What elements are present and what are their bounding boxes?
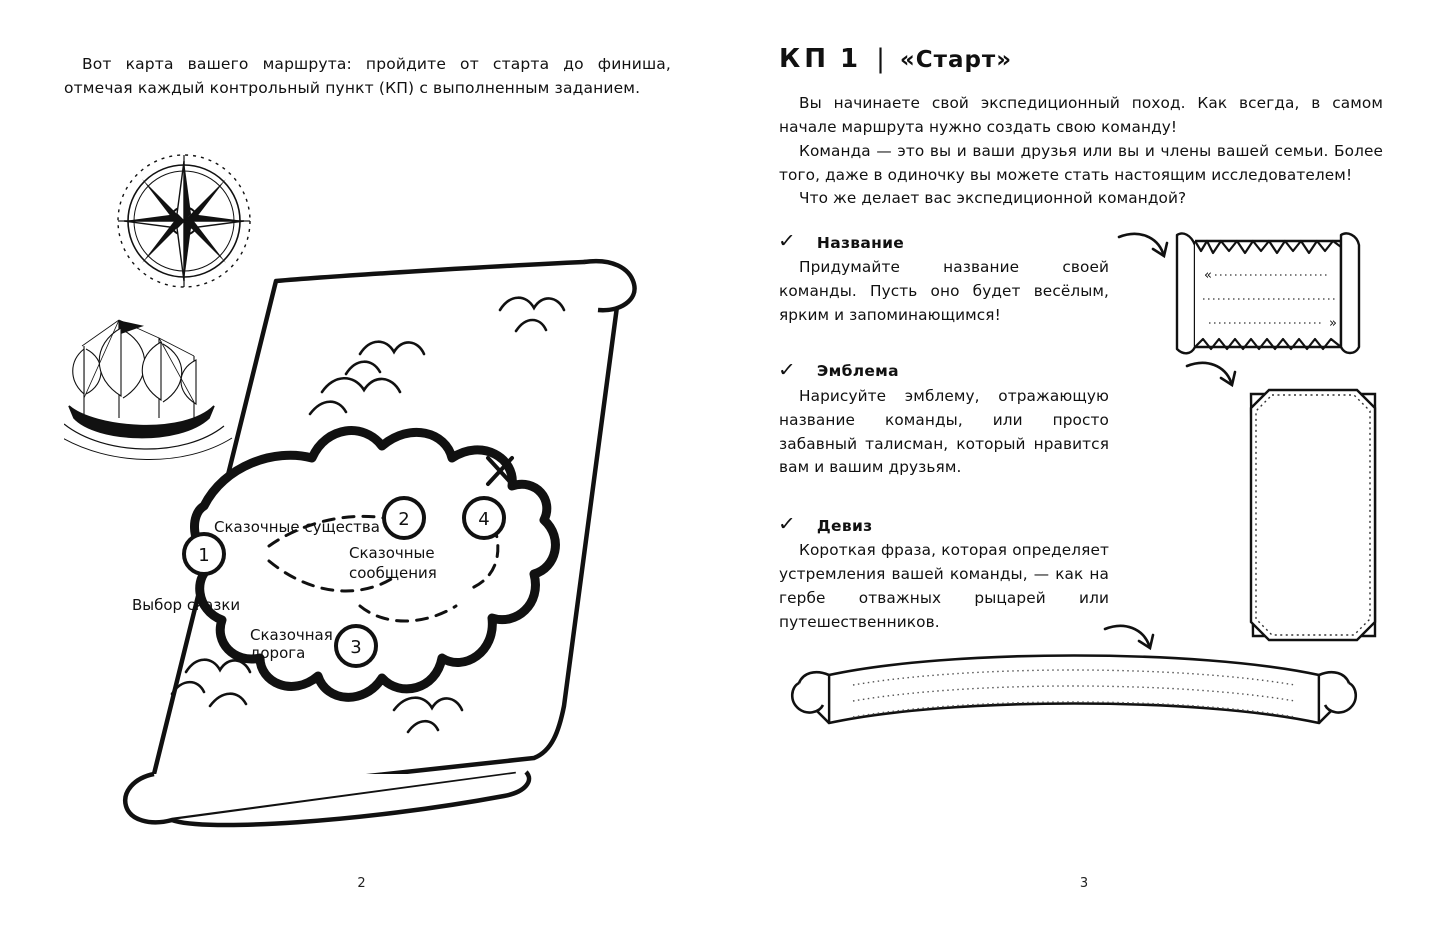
title-separator: |	[876, 44, 886, 74]
section-emblem	[777, 358, 1383, 480]
ribbon-banner-shape	[792, 655, 1356, 723]
map-label-messages-line2: сообщения	[349, 564, 437, 583]
route-marker-3	[336, 626, 376, 666]
map-label-creatures: Сказочные существа	[214, 518, 380, 537]
open-quote: «	[1204, 268, 1212, 284]
route-marker-2	[384, 498, 424, 538]
close-quote: »	[1329, 316, 1337, 332]
section-title-name: Название	[816, 233, 905, 252]
checkmark-icon: ✓	[777, 358, 797, 381]
route-marker-1	[184, 534, 224, 574]
map-label-choice: Выбор сказки	[132, 596, 241, 615]
section-name	[777, 230, 1383, 332]
route-marker-4	[464, 498, 504, 538]
intro-paragraph: Вот карта вашего маршрута: пройдите от старта до финиша, отмечая каждый контрольный пункт (КП) с выполненным заданием.	[64, 55, 671, 98]
page-title	[779, 44, 1383, 74]
intro-paragraph-3: Что же делает вас экспедиционной командой?	[799, 189, 1187, 208]
section-title-motto: Девиз	[816, 516, 873, 535]
kp-label: КП	[779, 44, 831, 74]
map-label-road-line2: дорога	[250, 644, 306, 663]
page-number-left: 2	[357, 876, 366, 891]
kp-name: «Старт»	[899, 47, 1013, 73]
kp-number: 1	[840, 44, 863, 74]
page-number-right: 3	[1079, 876, 1089, 891]
intro-paragraph-2: Команда — это вы и ваши друзья или вы и члены вашей семьи. Более того, даже в одиночку вы можете стать настоящим исследователем!	[779, 141, 1383, 184]
map-label-messages-line1: Сказочные	[349, 544, 435, 563]
curved-arrow-icon	[1187, 363, 1235, 385]
curved-arrow-icon	[1119, 234, 1167, 256]
treasure-map-illustration	[64, 106, 664, 846]
checkmark-icon: ✓	[777, 513, 797, 536]
motto-banner-art	[779, 645, 1383, 775]
checkmark-icon: ✓	[777, 230, 797, 253]
map-label-road-line1: Сказочная	[250, 626, 333, 645]
emblem-frame-art	[1109, 362, 1383, 480]
sailing-ship-icon	[64, 320, 232, 460]
svg-text:3: 3	[350, 637, 362, 659]
section-title-emblem: Эмблема	[816, 362, 899, 381]
svg-text:4: 4	[478, 509, 490, 531]
section-motto	[777, 513, 1383, 634]
curved-arrow-icon	[1105, 626, 1153, 648]
name-scroll-art	[1109, 233, 1383, 332]
section-text-motto: Короткая фраза, которая определяет устремления вашей команды, — как на гербе отважных рыцарей или путешественников.	[779, 541, 1109, 631]
svg-text:1: 1	[198, 545, 210, 567]
svg-text:2: 2	[398, 509, 410, 531]
section-text-emblem: Нарисуйте эмблему, отражающую название команды, или просто забавный талисман, который нравится вам и вашим друзьям.	[779, 386, 1109, 477]
intro-paragraph-1: Вы начинаете свой экспедиционный поход. Как всегда, в самом начале маршрута нужно создать свою команду!	[779, 94, 1383, 136]
compass-rose-icon	[118, 155, 250, 287]
right-page	[723, 0, 1445, 939]
section-text-name: Придумайте название своей команды. Пусть оно будет весёлым, ярким и запоминающимся!	[779, 258, 1109, 325]
small-scroll-shape	[1177, 234, 1359, 354]
